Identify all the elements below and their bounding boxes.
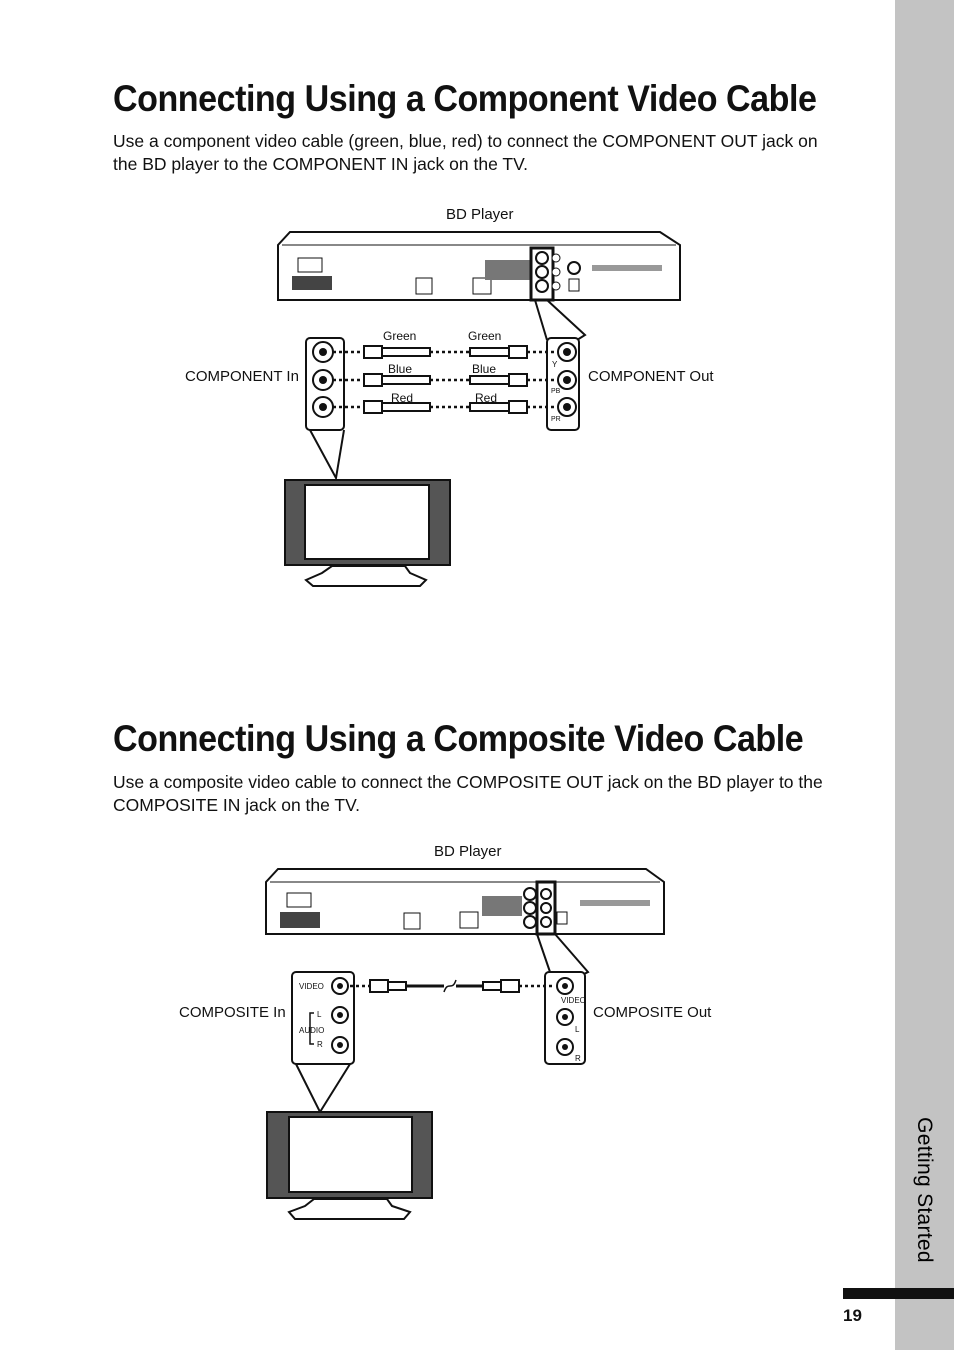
left-green-label: Green — [383, 329, 417, 343]
jack-y-label: Y — [552, 360, 558, 369]
section-title-component: Connecting Using a Component Video Cable — [113, 78, 817, 119]
page-number: 19 — [843, 1306, 862, 1325]
right-red-label: Red — [475, 391, 498, 405]
jack-pr-label: PR — [551, 416, 561, 423]
right-green-label: Green — [468, 329, 502, 343]
left-red-label: Red — [391, 391, 414, 405]
tv-illustration-2 — [267, 1112, 432, 1219]
component-out-label: COMPONENT Out — [588, 368, 714, 385]
in-r-label: R — [317, 1040, 323, 1049]
composite-out-label: COMPOSITE Out — [593, 1004, 712, 1021]
out-l-label: L — [575, 1025, 580, 1034]
composite-in-label: COMPOSITE In — [179, 1004, 286, 1021]
bd-player-label-2: BD Player — [434, 843, 502, 860]
in-audio-label: AUDIO — [299, 1026, 325, 1035]
in-l-label: L — [317, 1010, 322, 1019]
out-r-label: R — [575, 1054, 581, 1063]
bd-player-rear-panel-2 — [266, 869, 664, 934]
jack-pb-label: PB — [551, 388, 561, 395]
bd-player-label: BD Player — [446, 206, 514, 223]
component-in-label: COMPONENT In — [185, 368, 299, 385]
section-title-composite: Connecting Using a Composite Video Cable — [113, 718, 804, 759]
section-intro-composite: Use a composite video cable to connect the COMPOSITE OUT jack on the BD player to the COMPOSITE IN jack on the TV. — [113, 772, 823, 815]
out-video-label: VIDEO — [561, 996, 586, 1005]
in-video-label: VIDEO — [299, 982, 324, 991]
right-blue-label: Blue — [472, 362, 497, 376]
side-tab-label: Getting Started — [913, 1117, 936, 1263]
left-blue-label: Blue — [388, 362, 413, 376]
section-intro-component: Use a component video cable (green, blue, red) to connect the COMPONENT OUT jack on the BD player to the COMPONENT IN jack on the TV. — [113, 131, 818, 174]
